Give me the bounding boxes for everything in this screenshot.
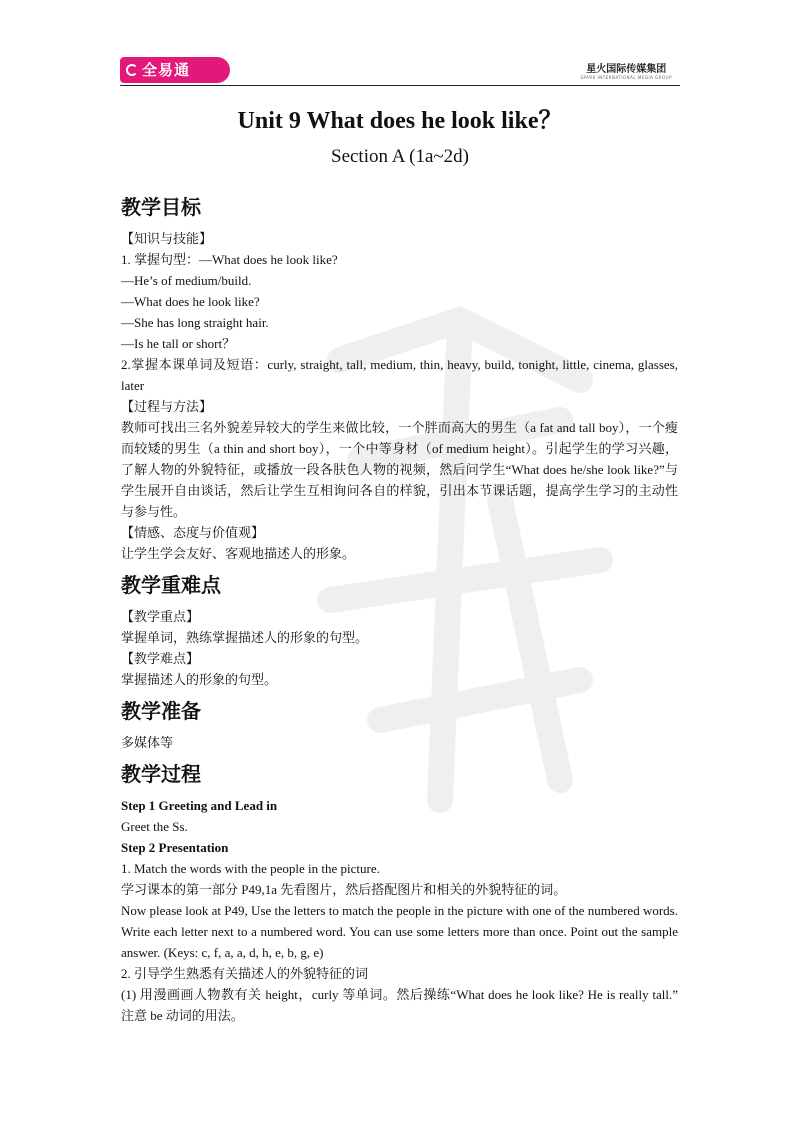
- publisher-name: 星火国际传媒集团: [586, 64, 667, 75]
- prep-line: 多媒体等: [121, 735, 174, 750]
- keypoints-line: 【教学重点】: [121, 609, 200, 624]
- publisher-subtitle: SPARK INTERNATIONAL MEDIA GROUP: [580, 75, 672, 80]
- process-line: 1. Match the words with the people in the picture.: [121, 861, 380, 876]
- publisher-brand: [580, 60, 672, 80]
- goals-line: —He’s of medium/build.: [121, 273, 252, 288]
- process-paragraph: (1) 用漫画画人物教有关 height，curly 等单词。然后操练“What does he look like? He is really tall.” 注意 be 动词的用法。: [121, 987, 678, 1023]
- section-heading-goals: 教学目标: [121, 195, 201, 219]
- step2-title: Step 2 Presentation: [121, 840, 229, 855]
- document-body: [121, 186, 678, 1026]
- section-heading-prep: 教学准备: [121, 699, 201, 723]
- goals-line: 【情感、态度与价值观】: [121, 525, 265, 540]
- process-paragraph: Now please look at P49, Use the letters to match the people in the picture with one of the numbered words. Write each letter next to a numbered word. You can use some letters more than once. Point out the sample answer. (Keys: c, f, a, a, d, h, e, b, g, e): [121, 903, 678, 960]
- keypoints-line: 掌握单词，熟练掌握描述人的形象的句型。: [121, 630, 369, 645]
- goals-line: —She has long straight hair.: [121, 315, 269, 330]
- goals-line: 2.掌握本课单词及短语：curly, straight, tall, medium, thin, heavy, build, tonight, little, cinema, glasses, later: [121, 357, 678, 393]
- document-title: Unit 9 What does he look like？: [237, 108, 563, 134]
- goals-line: —Is he tall or short？: [121, 336, 236, 351]
- goals-line: 让学生学会友好、客观地描述人的形象。: [121, 546, 356, 561]
- page-header: [0, 0, 800, 90]
- document-subtitle: Section A (1a~2d): [331, 146, 469, 167]
- goals-line: 【知识与技能】: [121, 231, 213, 246]
- step1-text: Greet the Ss.: [121, 819, 188, 834]
- keypoints-line: 【教学难点】: [121, 651, 200, 666]
- goals-line: 【过程与方法】: [121, 399, 213, 414]
- process-line: 2. 引导学生熟悉有关描述人的外貌特征的词: [121, 966, 369, 981]
- section-heading-process: 教学过程: [121, 762, 201, 786]
- goals-paragraph: 教师可找出三名外貌差异较大的学生来做比较，一个胖而高大的男生（a fat and tall boy），一个瘦而较矮的男生（a thin and short boy），一个中等身材（of medium height）。引起学生的学习兴趣，了解人物的外貌特征，或播放一段各肤色人物的视频，然后问学生“What does he/she look like?”与学生展开自由谈话，然后让学生互相询问各自的样貌，引出本节课话题，提高学生学习的主动性与参与性。: [121, 420, 678, 519]
- brand-logo: 全易通: [120, 57, 230, 83]
- goals-line: —What does he look like?: [121, 294, 260, 309]
- keypoints-line: 掌握描述人的形象的句型。: [121, 672, 278, 687]
- section-heading-keypoints: 教学重难点: [121, 573, 221, 597]
- process-line: 学习课本的第一部分 P49,1a 先看图片，然后搭配图片和相关的外貌特征的词。: [121, 882, 567, 897]
- goals-line: 1. 掌握句型：—What does he look like?: [121, 252, 338, 267]
- header-divider: [120, 85, 680, 86]
- step1-title: Step 1 Greeting and Lead in: [121, 798, 278, 813]
